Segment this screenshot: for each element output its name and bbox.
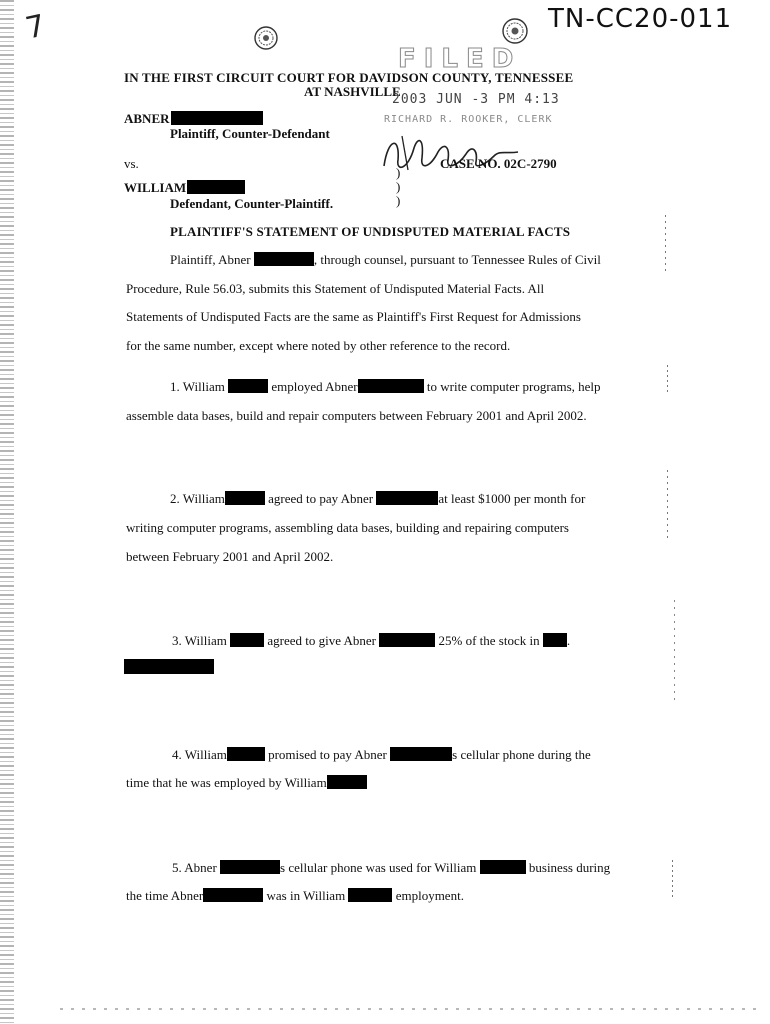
fact-2-line-3: between February 2001 and April 2002. [126, 549, 334, 564]
redaction-bar [225, 491, 265, 505]
plaintiff-name: ABNER [124, 111, 263, 127]
redaction-bar [230, 633, 264, 647]
fact-5-line-1: 5. Abner s cellular phone was used for William business during [172, 860, 611, 875]
versus-label: vs. [124, 156, 139, 171]
scan-speckle [665, 215, 666, 275]
court-location: AT NASHVILLE [304, 84, 401, 99]
defendant-name: WILLIAM [124, 180, 245, 196]
redaction-bar [124, 659, 214, 674]
redaction-bar [220, 860, 280, 874]
scan-bottom-noise [60, 1008, 760, 1010]
scan-speckle [672, 860, 673, 900]
scan-left-edge [0, 0, 14, 1024]
redaction-bar [480, 860, 526, 874]
filed-stamp: FILED [398, 44, 522, 74]
redaction-bar [379, 633, 435, 647]
caption-bracket: ) [396, 165, 401, 180]
court-heading: IN THE FIRST CIRCUIT COURT FOR DAVIDSON COUNTY, TENNESSEE [124, 70, 574, 85]
redaction-bar [254, 252, 314, 266]
redaction-bar [228, 379, 268, 393]
handwritten-doc-number: TN-CC20-011 [548, 4, 733, 34]
caption-bracket: ) [396, 179, 401, 194]
intro-line-4: for the same number, except where noted by other reference to the record. [126, 338, 511, 353]
court-seal-icon [254, 26, 278, 55]
fact-1-line-1: 1. William employed Abner to write computer programs, help [170, 379, 601, 394]
intro-line-3: Statements of Undisputed Facts are the same as Plaintiff's First Request for Admissions [126, 309, 581, 324]
redaction-bar [327, 775, 367, 789]
redaction-bar [203, 888, 263, 902]
fact-4-line-2: time that he was employed by William [126, 775, 367, 791]
fact-2-line-1: 2. William agreed to pay Abner at least $1000 per month for [170, 491, 586, 506]
filed-date-stamp: 2003 JUN -3 PM 4:13 [392, 92, 560, 107]
scan-speckle [667, 365, 668, 395]
redaction-bar [358, 379, 424, 393]
fact-4-line-1: 4. William promised to pay Abner s cellular phone during the [172, 747, 591, 762]
intro-line-2: Procedure, Rule 56.03, submits this Statement of Undisputed Material Facts. All [126, 281, 545, 296]
intro-line-1: Plaintiff, Abner , through counsel, pursuant to Tennessee Rules of Civil [170, 252, 601, 267]
clerk-stamp: RICHARD R. ROOKER, CLERK [384, 114, 553, 125]
redaction-bar [348, 888, 392, 902]
plaintiff-role: Plaintiff, Counter-Defendant [170, 126, 330, 141]
redaction-bar [376, 491, 438, 505]
fact-3-line-1: 3. William agreed to give Abner 25% of the stock in . [172, 633, 571, 648]
case-number: CASE NO. 02C-2790 [440, 156, 557, 171]
fact-2-line-2: writing computer programs, assembling data bases, building and repairing computers [126, 520, 569, 535]
redaction-bar [390, 747, 452, 761]
redaction-bar [543, 633, 567, 647]
caption-bracket: ) [396, 193, 401, 208]
document-title: PLAINTIFF'S STATEMENT OF UNDISPUTED MATERIAL FACTS [170, 224, 571, 239]
scan-speckle [667, 470, 668, 540]
fact-5-line-2: the time Abner was in William employment. [126, 888, 464, 903]
corner-scribble: 7 [22, 8, 49, 47]
redaction-bar [187, 180, 245, 194]
scan-speckle [674, 600, 675, 700]
redaction-bar [171, 111, 263, 125]
redaction-bar [227, 747, 265, 761]
fact-1-line-2: assemble data bases, build and repair computers between February 2001 and April 2002. [126, 408, 587, 423]
defendant-role: Defendant, Counter-Plaintiff. [170, 196, 334, 211]
